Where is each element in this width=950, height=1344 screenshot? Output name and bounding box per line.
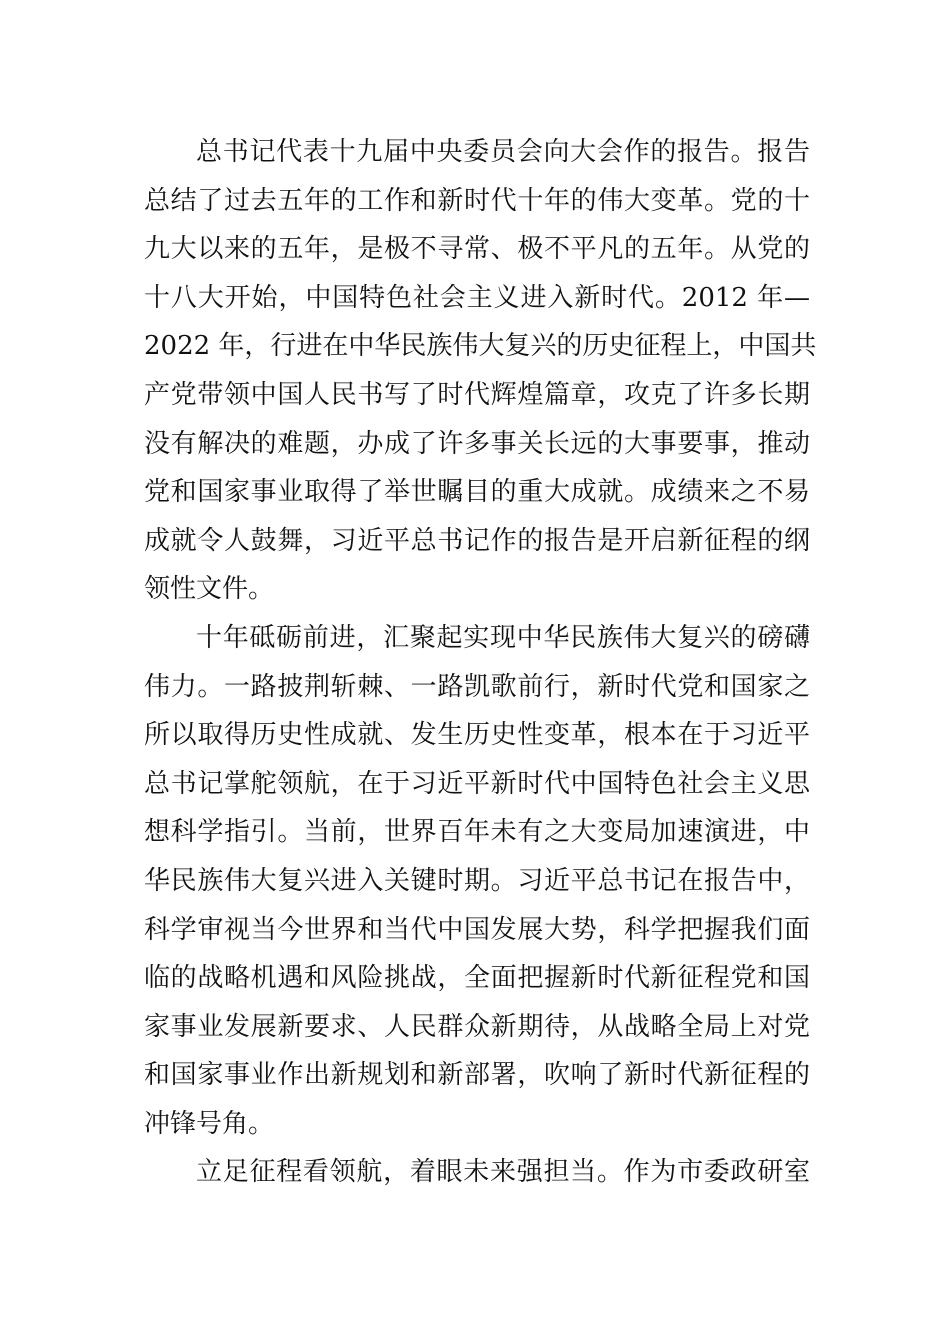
text-line: 科学审视当今世界和当代中国发展大势，科学把握我们面 — [144, 914, 810, 945]
paragraph-1 — [144, 128, 817, 614]
text-line: 伟力。一路披荆斩棘、一路凯歌前行，新时代党和国家之 — [144, 671, 810, 702]
text-line: 党和国家事业取得了举世瞩目的重大成就。成绩来之不易 — [144, 477, 810, 508]
text-line: 九大以来的五年，是极不寻常、极不平凡的五年。从党的 — [144, 234, 810, 265]
paragraph-3 — [144, 1148, 810, 1197]
text-line: 冲锋号角。 — [144, 1108, 275, 1139]
text-line: 想科学指引。当前，世界百年未有之大变局加速演进，中 — [144, 817, 810, 848]
body-text — [144, 128, 817, 1197]
paragraph-2 — [144, 614, 810, 1149]
text-line: 家事业发展新要求、人民群众新期待，从战略全局上对党 — [144, 1011, 810, 1042]
text-line: 产党带领中国人民书写了时代辉煌篇章，攻克了许多长期 — [144, 379, 810, 410]
text-line: 2022 年，行进在中华民族伟大复兴的历史征程上，中国共 — [144, 331, 817, 362]
text-line: 和国家事业作出新规划和新部署，吹响了新时代新征程的 — [144, 1060, 810, 1091]
text-line: 领性文件。 — [144, 574, 275, 605]
text-line: 成就令人鼓舞，习近平总书记作的报告是开启新征程的纲 — [144, 525, 810, 556]
text-line: 十年砥砺前进，汇聚起实现中华民族伟大复兴的磅礴 — [196, 622, 810, 653]
text-line: 总书记掌舵领航，在于习近平新时代中国特色社会主义思 — [144, 768, 810, 799]
text-line: 没有解决的难题，办成了许多事关长远的大事要事，推动 — [144, 428, 810, 459]
text-line: 华民族伟大复兴进入关键时期。习近平总书记在报告中， — [144, 865, 810, 896]
text-line: 十八大开始，中国特色社会主义进入新时代。2012 年— — [144, 282, 810, 313]
text-line: 所以取得历史性成就、发生历史性变革，根本在于习近平 — [144, 720, 810, 751]
text-line: 立足征程看领航，着眼未来强担当。作为市委政研室 — [196, 1157, 810, 1188]
text-line: 临的战略机遇和风险挑战，全面把握新时代新征程党和国 — [144, 963, 810, 994]
text-line: 总结了过去五年的工作和新时代十年的伟大变革。党的十 — [144, 185, 810, 216]
text-line: 总书记代表十九届中央委员会向大会作的报告。报告 — [196, 137, 810, 167]
